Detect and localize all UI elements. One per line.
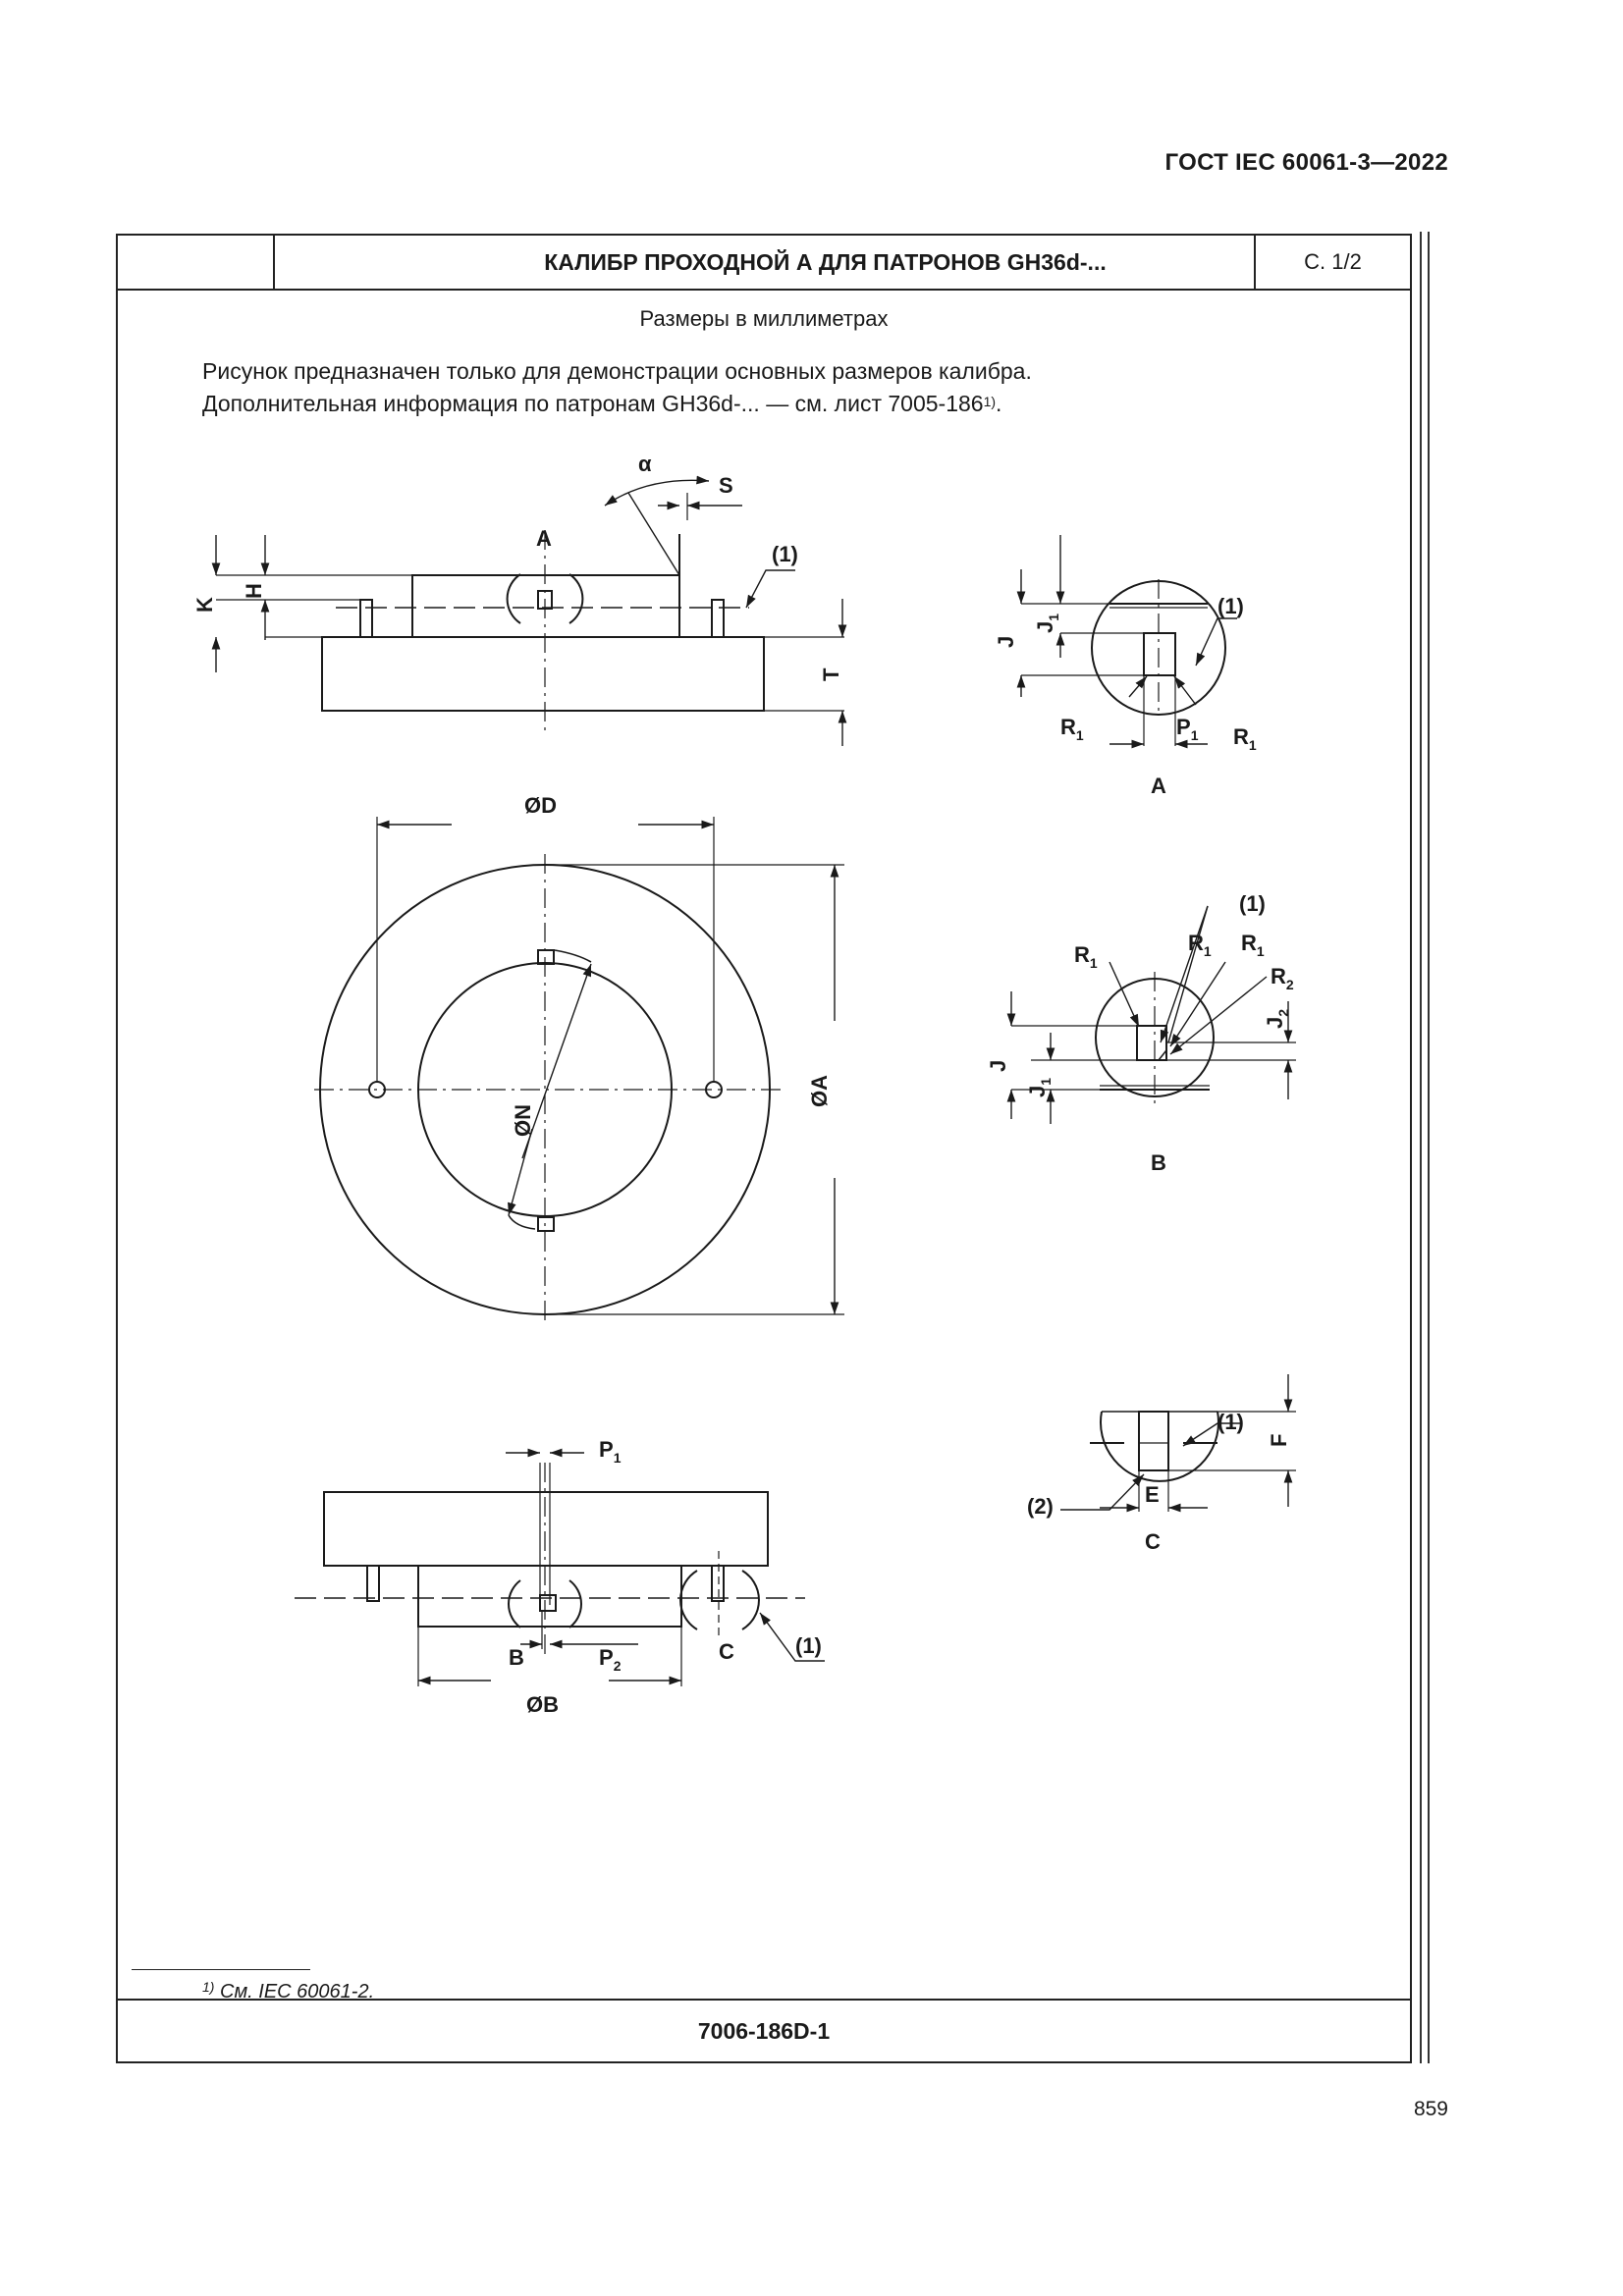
- technical-drawing: [118, 236, 1410, 2002]
- svg-text:R2: $R_2$: [1271, 964, 1294, 992]
- sheet-page-label: С. 1/2: [1254, 236, 1410, 289]
- side-view-top: [216, 480, 844, 746]
- svg-text:E: E: [1145, 1482, 1160, 1507]
- svg-text:R1: $R_1$: [1188, 931, 1212, 959]
- note-footnote-ref: 1): [983, 394, 997, 409]
- svg-text:P1: $P_1$: [1176, 715, 1199, 743]
- svg-text:P2: $P_2$: [599, 1645, 622, 1674]
- svg-text:(1): (1): [772, 542, 798, 566]
- svg-text:(1): (1): [795, 1633, 822, 1658]
- svg-text:K: K: [192, 597, 217, 613]
- svg-text:α: α: [638, 452, 652, 476]
- drawing-sheet: [116, 234, 1412, 2063]
- svg-text:(2): (2): [1027, 1494, 1054, 1519]
- svg-text:J: J: [994, 635, 1018, 648]
- svg-text:A: A: [1151, 774, 1166, 798]
- footnote-rule: [132, 1969, 310, 1970]
- svg-text:J: J: [986, 1059, 1010, 1072]
- note-line-1: Рисунок предназначен только для демонстрации основных размеров калибра.: [202, 358, 1032, 384]
- svg-text:C: C: [719, 1639, 734, 1664]
- svg-text:J2: $J_2$: [1263, 1008, 1291, 1029]
- svg-text:R1: $R_1$: [1233, 724, 1257, 753]
- svg-text:ØN: ØN: [511, 1104, 535, 1137]
- note-line-2: Дополнительная информация по патронам GH36d-... — см. лист 7005-186$^{1)}$.: [202, 391, 1002, 416]
- svg-text:R1: $R_1$: [1060, 715, 1084, 743]
- detail-a: [1021, 535, 1237, 746]
- svg-text:(1): (1): [1217, 1410, 1244, 1434]
- svg-text:B: B: [1151, 1150, 1166, 1175]
- units-note: Размеры в миллиметрах: [639, 306, 889, 331]
- svg-text:(1): (1): [1217, 594, 1244, 618]
- detail-c: [1060, 1374, 1296, 1512]
- sheet-code: 7006-186D-1: [118, 1999, 1410, 2061]
- footnote-text: См. IEC 60061-2.: [214, 1981, 375, 2002]
- svg-text:S: S: [719, 473, 733, 498]
- svg-text:C: C: [1145, 1529, 1161, 1554]
- svg-text:H: H: [242, 583, 266, 599]
- svg-text:F: F: [1267, 1433, 1291, 1447]
- svg-text:T: T: [819, 667, 843, 681]
- standard-header: ГОСТ IEC 60061-3—2022: [1164, 149, 1448, 176]
- plan-view: [314, 817, 844, 1325]
- svg-text:J1: $J_1$: [1025, 1077, 1054, 1097]
- svg-text:R1: $R_1$: [1241, 931, 1265, 959]
- svg-text:P1: $P_1$: [599, 1437, 622, 1466]
- svg-text:R1: $R_1$: [1074, 942, 1098, 971]
- footnote-mark: 1): [202, 1979, 215, 1995]
- svg-text:ØD: ØD: [524, 793, 557, 818]
- sheet-title: КАЛИБР ПРОХОДНОЙ А ДЛЯ ПАТРОНОВ GH36d-...: [544, 248, 1107, 275]
- svg-text:A: A: [536, 526, 552, 551]
- page-number: 859: [1413, 2098, 1448, 2120]
- svg-text:J1: $J_1$: [1033, 613, 1061, 633]
- svg-text:ØB: ØB: [526, 1692, 559, 1717]
- svg-text:(1): (1): [1239, 891, 1266, 916]
- sheet-edge-rails: [1420, 232, 1434, 2063]
- svg-text:ØA: ØA: [807, 1075, 832, 1107]
- svg-text:B: B: [509, 1645, 524, 1670]
- side-view-bottom: [295, 1453, 825, 1686]
